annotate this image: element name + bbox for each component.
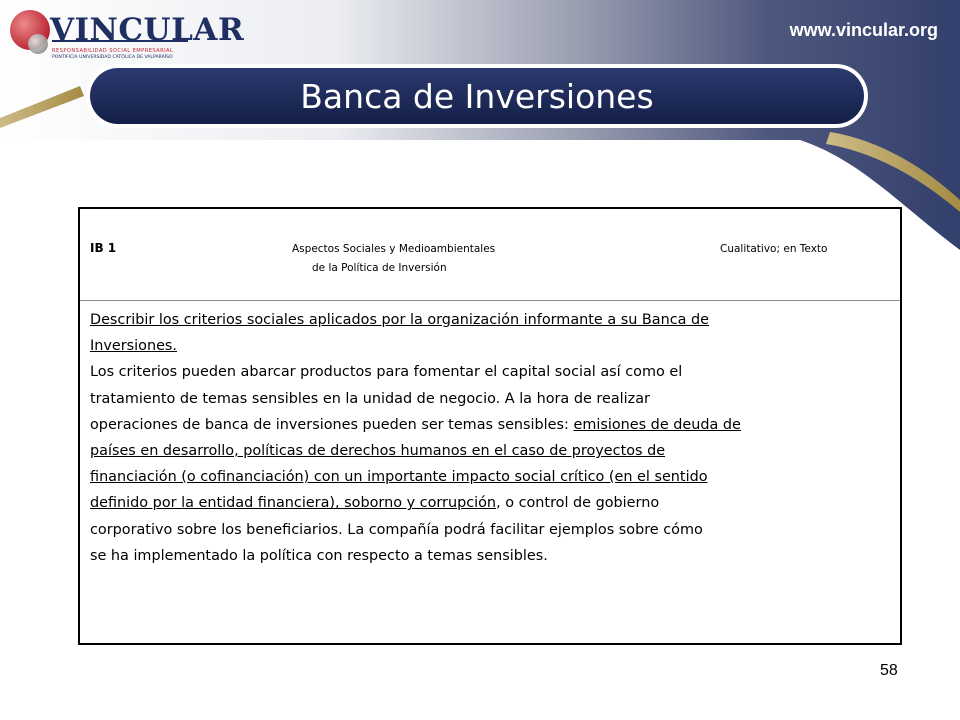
website-link[interactable]: www.vincular.org xyxy=(789,20,938,40)
title-banner xyxy=(90,66,864,126)
description-line xyxy=(90,333,880,359)
indicator-description xyxy=(90,307,880,569)
page-number: 58 xyxy=(880,662,898,679)
logo-subtitle-2: PONTIFICIA UNIVERSIDAD CATÓLICA DE VALPARAÍSO xyxy=(52,55,173,60)
description-line xyxy=(90,412,880,438)
description-line xyxy=(90,490,880,516)
description-segment: definido por la entidad financiera), soborno y corrupción xyxy=(90,495,497,512)
description-segment: operaciones de banca de inversiones pueden ser temas sensibles: xyxy=(90,416,574,433)
logo-wordmark: VINCULAR xyxy=(50,12,245,48)
description-segment: se ha implementado la política con respecto a temas sensibles. xyxy=(90,547,548,564)
description-line xyxy=(90,359,880,385)
description-segment: Describir los criterios sociales aplicados por la organización informante a su Banca de xyxy=(90,312,710,328)
vincular-logo xyxy=(8,6,245,66)
description-segment: tratamiento de temas sensibles en la unidad de negocio. A la hora de realizar xyxy=(90,390,650,407)
indicator-type: Cualitativo; en Texto xyxy=(720,243,828,255)
description-line xyxy=(90,307,880,333)
description-line xyxy=(90,517,880,543)
indicator-table xyxy=(78,207,902,645)
description-segment: Inversiones. xyxy=(90,338,177,355)
description-segment: Los criterios pueden abarcar productos para fomentar el capital social así como el xyxy=(90,364,683,381)
description-line xyxy=(90,543,880,569)
description-segment: , o control de gobierno xyxy=(496,495,660,512)
description-segment: emisiones de deuda de xyxy=(573,416,741,433)
description-segment: países en desarrollo, políticas de derechos humanos en el caso de proyectos de xyxy=(90,443,666,460)
logo-subtitle-1: RESPONSABILIDAD SOCIAL EMPRESARIAL xyxy=(52,48,174,54)
description-line xyxy=(90,386,880,412)
indicator-code: IB 1 xyxy=(90,241,117,255)
description-line xyxy=(90,438,880,464)
description-segment: financiación (o cofinanciación) con un importante impacto social crítico (en el sentido xyxy=(90,469,708,486)
indicator-aspect-line-1: Aspectos Sociales y Medioambientales xyxy=(292,243,496,255)
indicator-header-row xyxy=(80,209,900,301)
description-line xyxy=(90,464,880,490)
description-segment: corporativo sobre los beneficiarios. La compañía podrá facilitar ejemplos sobre cómo xyxy=(90,521,703,538)
indicator-aspect-line-2: de la Política de Inversión xyxy=(312,262,447,274)
page-title: Banca de Inversiones xyxy=(300,76,654,116)
